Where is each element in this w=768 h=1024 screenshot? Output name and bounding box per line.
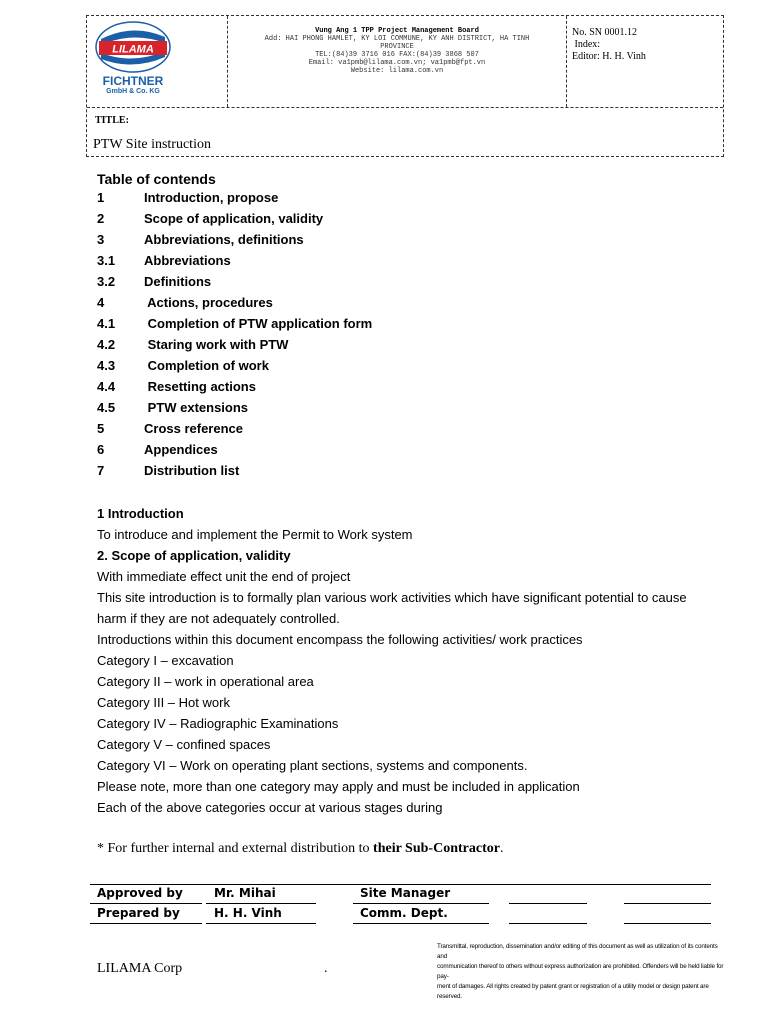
doc-number: No. SN 0001.12 — [572, 27, 638, 38]
title-row — [87, 107, 723, 156]
lilama-logo — [95, 21, 171, 73]
header-top-row — [87, 16, 723, 108]
category-item: Category I – excavation — [97, 653, 234, 668]
approval-rule — [624, 903, 711, 904]
toc-text: Staring work with PTW — [144, 337, 289, 352]
toc-num: 2 — [97, 211, 105, 226]
logo-text: LILAMA — [112, 43, 154, 56]
legal-line: communication thereof to others without express authorization are prohibited. Offenders will be held liable for pay- — [437, 963, 724, 980]
toc-item — [97, 187, 278, 208]
preparer-name: H. H. Vinh — [214, 906, 282, 920]
toc-num: 7 — [97, 463, 105, 478]
partner-name: FICHTNER — [102, 74, 164, 88]
contact-cell — [227, 16, 567, 107]
footer-company: LILAMA Corp — [97, 961, 183, 976]
toc-item — [97, 334, 288, 355]
category-item: Category II – work in operational area — [97, 674, 314, 689]
title-label: TITLE: — [95, 115, 129, 126]
approver-name: Mr. Mihai — [214, 886, 276, 900]
approval-rule — [90, 923, 202, 924]
toc-text: Cross reference — [144, 421, 243, 436]
partner-sub: GmbH & Co. KG — [106, 88, 160, 95]
section-heading-scope: 2. Scope of application, validity — [97, 548, 291, 563]
toc-num: 4.5 — [97, 400, 116, 415]
toc-item — [97, 418, 243, 439]
toc-item — [97, 229, 304, 250]
toc-text: Resetting actions — [144, 379, 256, 394]
title-value: PTW Site instruction — [93, 137, 211, 152]
toc-text: Abbreviations, definitions — [144, 232, 304, 247]
toc-heading: Table of contends — [97, 171, 216, 187]
category-item: Category IV – Radiographic Examinations — [97, 716, 339, 731]
toc-item — [97, 271, 211, 292]
doc-editor: Editor: H. H. Vinh — [572, 51, 646, 62]
prepared-by-label: Prepared by — [97, 906, 180, 920]
approval-rule — [353, 923, 489, 924]
toc-item — [97, 208, 323, 229]
toc-text: Completion of PTW application form — [144, 316, 373, 331]
website: Website: lilama.com.vn — [350, 67, 444, 75]
note-emphasis: their Sub-Contractor — [373, 841, 500, 856]
toc-text: Actions, procedures — [144, 295, 273, 310]
toc-item — [97, 313, 372, 334]
approval-rule — [624, 923, 711, 924]
toc-num: 5 — [97, 421, 105, 436]
toc-num: 1 — [97, 190, 105, 205]
toc-item — [97, 292, 273, 313]
address-line-2: PROVINCE — [380, 43, 414, 51]
note-suffix: . — [499, 841, 504, 856]
legal-notice — [437, 942, 727, 1002]
toc-text: Introduction, propose — [144, 190, 279, 205]
footer-dot: . — [324, 961, 328, 976]
distribution-note — [97, 841, 503, 857]
legal-line: ment of damages. All rights created by patent grant or registration of a utility model or design patent are reserved. — [437, 983, 709, 1000]
tel-fax: TEL:(84)39 3716 016 FAX:(84)39 3868 507 — [315, 51, 479, 59]
toc-num: 4.4 — [97, 379, 116, 394]
document-header — [86, 15, 724, 157]
toc-num: 4.3 — [97, 358, 116, 373]
doc-info-cell — [566, 16, 723, 107]
toc-text: Definitions — [144, 274, 212, 289]
body-line: Introductions within this document encompass the following activities/ work practices — [97, 632, 583, 647]
toc-item — [97, 355, 269, 376]
body-line: This site introduction is to formally plan various work activities which have significant potential to cause — [97, 590, 687, 605]
toc-num: 4 — [97, 295, 105, 310]
toc-text: Distribution list — [144, 463, 240, 478]
approval-rule — [509, 903, 587, 904]
toc-num: 4.2 — [97, 337, 116, 352]
approval-rule — [206, 923, 316, 924]
toc-text: Completion of work — [144, 358, 269, 373]
toc-item — [97, 460, 239, 481]
approver-position: Site Manager — [360, 886, 451, 900]
logo-cell — [87, 16, 228, 107]
body-line: Each of the above categories occur at various stages during — [97, 800, 443, 815]
legal-line: Transmittal, reproduction, dissemination and/or editing of this document as well as utilization of its contents and — [437, 943, 718, 960]
toc-num: 3.1 — [97, 253, 116, 268]
address-line-1: Add: HAI PHONG HAMLET, KY LOI COMMUNE, KY ANH DISTRICT, HA TINH — [264, 35, 530, 43]
preparer-position: Comm. Dept. — [360, 906, 448, 920]
approval-top-rule — [90, 884, 711, 885]
note-prefix: * For further internal and external distribution to — [97, 841, 374, 856]
doc-info — [572, 27, 646, 63]
toc-item — [97, 439, 218, 460]
board-name: Vung Ang 1 TPP Project Management Board — [315, 27, 479, 35]
category-item: Category III – Hot work — [97, 695, 230, 710]
toc-num: 6 — [97, 442, 105, 457]
toc-item — [97, 250, 231, 271]
toc-text: Appendices — [144, 442, 218, 457]
body-line: With immediate effect unit the end of project — [97, 569, 351, 584]
toc-item — [97, 397, 248, 418]
approval-rule — [206, 903, 316, 904]
toc-num: 3.2 — [97, 274, 116, 289]
doc-index: Index: — [572, 39, 601, 50]
body-line: harm if they are not adequately controlled. — [97, 611, 340, 626]
body-line: Please note, more than one category may apply and must be included in application — [97, 779, 580, 794]
toc-text: PTW extensions — [144, 400, 249, 415]
category-item: Category V – confined spaces — [97, 737, 271, 752]
toc-item — [97, 376, 256, 397]
toc-num: 4.1 — [97, 316, 116, 331]
contact-block — [237, 27, 557, 75]
approval-rule — [90, 903, 202, 904]
toc-text: Abbreviations — [144, 253, 231, 268]
approval-rule — [353, 903, 489, 904]
approved-by-label: Approved by — [97, 886, 183, 900]
email: Email: va1pmb@lilama.com.vn; va1pmb@fpt.vn — [308, 59, 486, 67]
category-item: Category VI – Work on operating plant sections, systems and components. — [97, 758, 528, 773]
toc-text: Scope of application, validity — [144, 211, 324, 226]
section-heading-introduction: 1 Introduction — [97, 506, 184, 521]
body-line: To introduce and implement the Permit to Work system — [97, 527, 413, 542]
approval-rule — [509, 923, 587, 924]
toc-num: 3 — [97, 232, 105, 247]
